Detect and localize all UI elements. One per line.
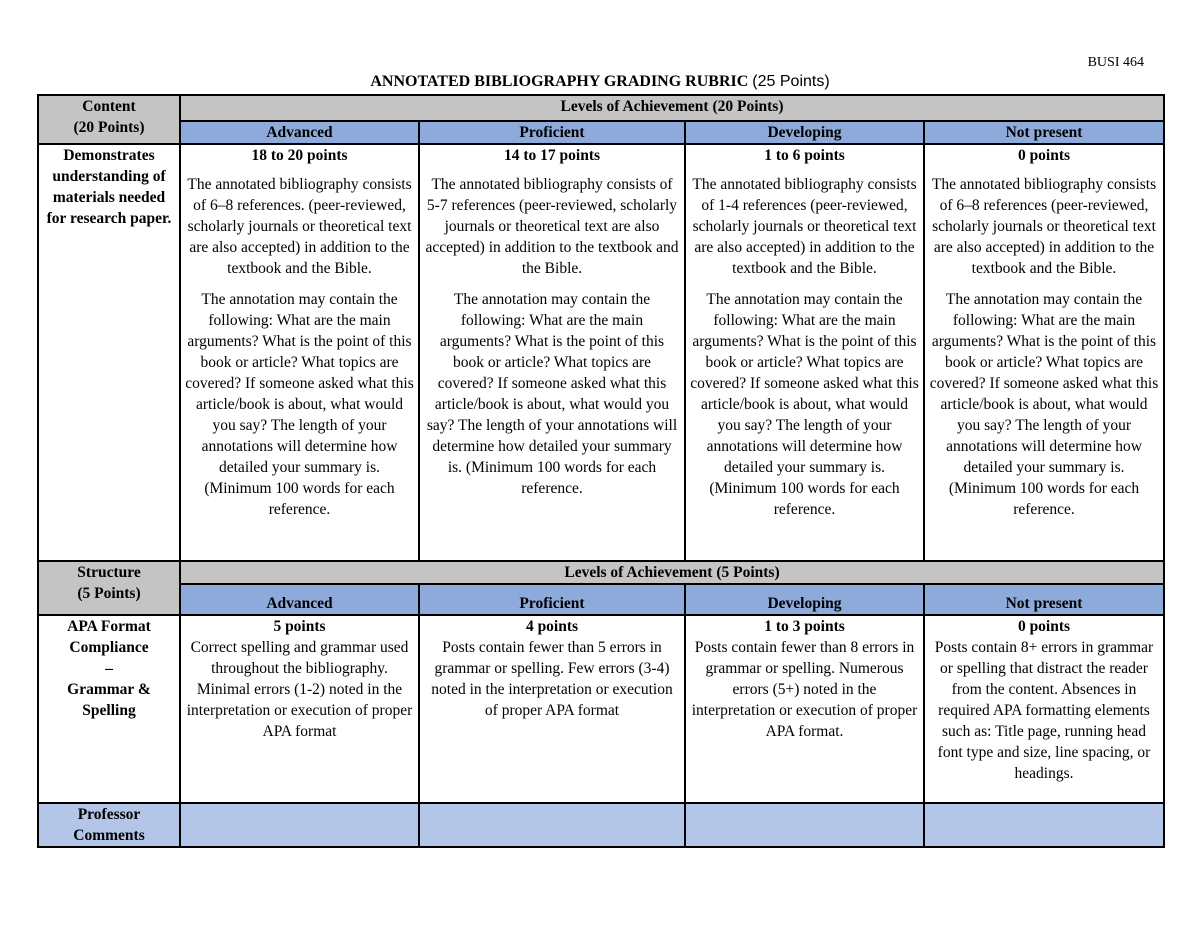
points-label: 0 points	[1017, 147, 1071, 164]
level-developing: Developing	[685, 121, 924, 144]
criterion-line: Compliance	[69, 639, 149, 656]
level-not-present: Not present	[924, 121, 1164, 144]
cell-text: The annotated bibliography consists of 6–8 references (peer-reviewed, scholarly journals or theoretical text are also accepted) in addition to the textbook and the Bible.	[931, 176, 1157, 277]
level-proficient: Proficient	[419, 584, 685, 615]
content-points: (20 Points)	[73, 119, 145, 136]
cell-text: The annotated bibliography consists of 6–8 references. (peer-reviewed, scholarly journals or theoretical text are also accepted) in addition to the textbook and the Bible.	[187, 176, 412, 277]
criterion-line: APA Format	[67, 618, 151, 635]
content-levels-header: Levels of Achievement (20 Points)	[180, 95, 1164, 121]
comments-label-cell	[38, 803, 180, 847]
points-label: 1 to 3 points	[764, 618, 845, 635]
cell-text: Posts contain fewer than 5 errors in grammar or spelling. Few errors (3-4) noted in the interpretation or execution of proper APA format	[431, 639, 673, 719]
points-label: 4 points	[525, 618, 579, 635]
criterion-apa-format	[38, 615, 180, 803]
comments-label: Comments	[73, 827, 145, 844]
content-cell-developing	[685, 144, 924, 561]
criterion-line: Grammar &	[67, 681, 151, 698]
cell-text: The annotation may contain the following: What are the main arguments? What is the point of this book or article? What topics are covered? If someone asked what this article/book is about, what would you say? The length of your annotations will determine how detailed your summary is. (Minimum 100 words for each reference.	[185, 291, 414, 518]
comments-label: Professor	[77, 806, 141, 823]
title-main: ANNOTATED BIBLIOGRAPHY GRADING RUBRIC	[370, 73, 749, 90]
structure-cell-proficient	[419, 615, 685, 803]
cell-text: The annotation may contain the following: What are the main arguments? What is the point of this book or article? What topics are covered? If someone asked what this article/book is about, what would you say? The length of your annotations will determine how detailed your summary is. (Minimum 100 words for each reference.	[426, 291, 678, 497]
structure-cell-not-present	[924, 615, 1164, 803]
content-cell-not-present	[924, 144, 1164, 561]
points-label: 5 points	[273, 618, 326, 635]
content-cell-advanced	[180, 144, 419, 561]
points-label: 0 points	[1017, 618, 1071, 635]
level-proficient: Proficient	[419, 121, 685, 144]
cell-text: The annotation may contain the following: What are the main arguments? What is the point of this book or article? What topics are covered? If someone asked what this article/book is about, what would you say? The length of your annotations will determine how detailed your summary is. (Minimum 100 words for each reference.	[929, 291, 1159, 518]
points-label: 18 to 20 points	[251, 147, 348, 164]
comment-field-developing[interactable]	[685, 803, 924, 847]
structure-cell-advanced	[180, 615, 419, 803]
cell-text: The annotation may contain the following: What are the main arguments? What is the point of this book or article? What topics are covered? If someone asked what this article/book is about, what would you say? The length of your annotations will determine how detailed your summary is. (Minimum 100 words for each reference.	[690, 291, 919, 518]
cell-text: Posts contain 8+ errors in grammar or spelling that distract the reader from the content. Absences in required APA formatting elements such as: Title page, running head font type and size, line spacing, or headings.	[934, 639, 1154, 782]
title-points: (25 Points)	[752, 73, 830, 90]
page-title	[0, 73, 1200, 91]
criterion-line: Spelling	[82, 702, 136, 719]
structure-label: Structure	[77, 564, 141, 581]
content-cell-proficient	[419, 144, 685, 561]
comment-field-proficient[interactable]	[419, 803, 685, 847]
level-developing: Developing	[685, 584, 924, 615]
criterion-understanding: Demonstrates understanding of materials needed for research paper.	[38, 144, 180, 561]
points-label: 1 to 6 points	[764, 147, 845, 164]
content-label-cell	[38, 95, 180, 144]
content-label: Content	[82, 98, 136, 115]
cell-text: Correct spelling and grammar used throughout the bibliography. Minimal errors (1-2) noted in the interpretation or execution of proper APA format	[186, 639, 413, 740]
cell-text: Posts contain fewer than 8 errors in grammar or spelling. Numerous errors (5+) noted in the interpretation or execution of proper APA format.	[691, 639, 918, 740]
level-not-present: Not present	[924, 584, 1164, 615]
criterion-line: –	[105, 660, 113, 677]
rubric-table	[37, 94, 1165, 848]
level-advanced: Advanced	[180, 584, 419, 615]
comment-field-not-present[interactable]	[924, 803, 1164, 847]
level-advanced: Advanced	[180, 121, 419, 144]
course-code: BUSI 464	[1087, 55, 1144, 70]
cell-text: The annotated bibliography consists of 5-7 references (peer-reviewed, scholarly journals or theoretical text are also accepted) in addition to the textbook and the Bible.	[425, 176, 679, 277]
cell-text: The annotated bibliography consists of 1-4 references (peer-reviewed, scholarly journals or theoretical text are also accepted) in addition to the textbook and the Bible.	[692, 176, 917, 277]
structure-points: (5 Points)	[77, 585, 141, 602]
comment-field-advanced[interactable]	[180, 803, 419, 847]
structure-cell-developing	[685, 615, 924, 803]
structure-label-cell	[38, 561, 180, 615]
points-label: 14 to 17 points	[503, 147, 601, 164]
structure-levels-header: Levels of Achievement (5 Points)	[180, 561, 1164, 584]
